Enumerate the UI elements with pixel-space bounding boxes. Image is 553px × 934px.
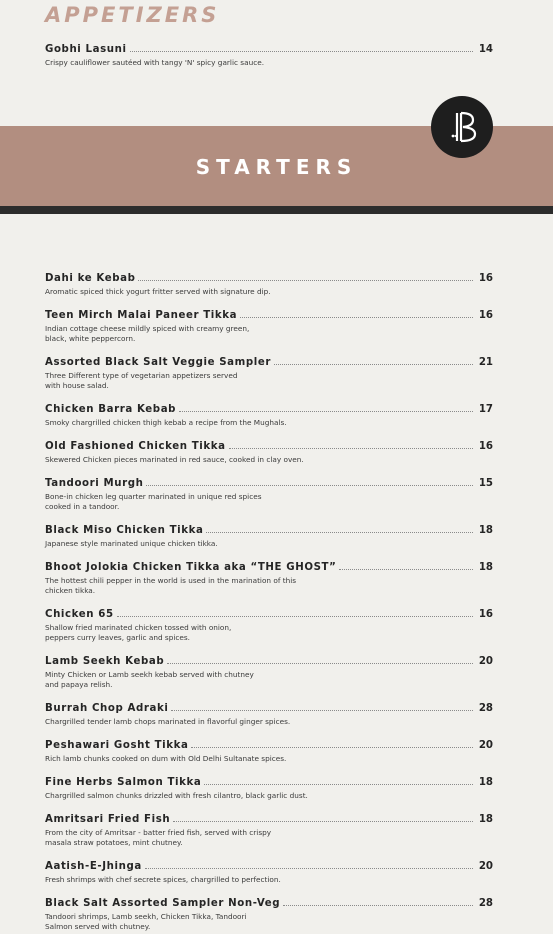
menu-item (45, 439, 493, 465)
menu-item (45, 812, 493, 848)
leader-dots (145, 859, 473, 869)
item-description: Skewered Chicken pieces marinated in red sauce, cooked in clay oven. (45, 455, 304, 464)
item-name: Fine Herbs Salmon Tikka (45, 777, 202, 788)
item-price: 21 (478, 357, 493, 368)
item-description: Three Different type of vegetarian appetizers served with house salad. (45, 371, 238, 390)
leader-dots (167, 654, 473, 664)
leader-dots (206, 523, 473, 533)
appetizers-heading: APPETIZERS (45, 3, 220, 27)
item-price: 17 (478, 404, 493, 415)
item-description: Indian cottage cheese mildly spiced with creamy green, black, white peppercorn. (45, 324, 250, 343)
item-description: Bone-in chicken leg quarter marinated in unique red spices cooked in a tandoor. (45, 492, 262, 511)
leader-dots (339, 560, 473, 570)
menu-item (45, 523, 493, 549)
leader-dots (229, 439, 473, 449)
item-price: 28 (478, 703, 493, 714)
item-description: Tandoori shrimps, Lamb seekh, Chicken Tikka, Tandoori Salmon served with chutney. (45, 912, 247, 931)
menu-item (45, 859, 493, 885)
menu-item (45, 738, 493, 764)
item-price: 20 (478, 656, 493, 667)
item-price: 16 (478, 609, 493, 620)
item-name: Black Miso Chicken Tikka (45, 525, 204, 536)
item-description: Shallow fried marinated chicken tossed with onion, peppers curry leaves, garlic and spices. (45, 623, 232, 642)
item-price: 20 (478, 740, 493, 751)
item-price: 18 (478, 562, 493, 573)
item-description: Minty Chicken or Lamb seekh kebab served with chutney and papaya relish. (45, 670, 254, 689)
menu-item (45, 271, 493, 297)
item-name: Chicken 65 (45, 609, 114, 620)
menu-item (45, 476, 493, 512)
menu-item (45, 701, 493, 727)
item-name: Black Salt Assorted Sampler Non-Veg (45, 898, 281, 909)
menu-item (45, 607, 493, 643)
item-description: From the city of Amritsar - batter fried fish, served with crispy masala straw potatoes, mint chutney. (45, 828, 272, 847)
leader-dots (191, 738, 473, 748)
item-description: The hottest chili pepper in the world is used in the marination of this chicken tikka. (45, 576, 297, 595)
item-description: Fresh shrimps with chef secrete spices, chargrilled to perfection. (45, 875, 281, 884)
item-description: Chargrilled salmon chunks drizzled with fresh cilantro, black garlic dust. (45, 791, 308, 800)
item-name: Lamb Seekh Kebab (45, 656, 165, 667)
item-description: Crispy cauliflower sautéed with tangy 'N' spicy garlic sauce. (45, 58, 265, 67)
leader-dots (130, 42, 473, 52)
item-name: Teen Mirch Malai Paneer Tikka (45, 310, 238, 321)
item-description: Smoky chargrilled chicken thigh kebab a recipe from the Mughals. (45, 418, 287, 427)
item-description: Rich lamb chunks cooked on dum with Old Delhi Sultanate spices. (45, 754, 287, 763)
leader-dots (171, 701, 473, 711)
menu-item (45, 654, 493, 690)
item-name: Dahi ke Kebab (45, 273, 136, 284)
item-price: 16 (478, 310, 493, 321)
menu-item (45, 402, 493, 428)
item-description: Japanese style marinated unique chicken tikka. (45, 539, 218, 548)
item-price: 15 (478, 478, 493, 489)
menu-item (45, 560, 493, 596)
item-description: Aromatic spiced thick yogurt fritter served with signature dip. (45, 287, 271, 296)
item-description: Chargrilled tender lamb chops marinated in flavorful ginger spices. (45, 717, 291, 726)
item-price: 16 (478, 273, 493, 284)
item-name: Burrah Chop Adraki (45, 703, 169, 714)
menu-item (45, 896, 493, 932)
item-price: 28 (478, 898, 493, 909)
starters-heading: STARTERS (195, 155, 358, 179)
item-name: Tandoori Murgh (45, 478, 144, 489)
item-name: Assorted Black Salt Veggie Sampler (45, 357, 271, 368)
item-name: Gobhi Lasuni (45, 44, 127, 55)
leader-dots (117, 607, 473, 617)
item-price: 20 (478, 861, 493, 872)
leader-dots (240, 308, 473, 318)
item-name: Amritsari Fried Fish (45, 814, 171, 825)
brand-logo-icon (431, 96, 493, 158)
item-price: 18 (478, 525, 493, 536)
menu-item (45, 42, 493, 68)
item-price: 14 (478, 44, 493, 55)
item-price: 18 (478, 777, 493, 788)
leader-dots (179, 402, 473, 412)
menu-item (45, 775, 493, 801)
menu-item (45, 355, 493, 391)
leader-dots (283, 896, 473, 906)
item-name: Aatish-E-Jhinga (45, 861, 142, 872)
leader-dots (146, 476, 473, 486)
leader-dots (204, 775, 473, 785)
banner-divider (0, 206, 553, 214)
menu-item (45, 308, 493, 344)
item-price: 18 (478, 814, 493, 825)
item-price: 16 (478, 441, 493, 452)
item-name: Old Fashioned Chicken Tikka (45, 441, 226, 452)
item-name: Chicken Barra Kebab (45, 404, 177, 415)
leader-dots (274, 355, 473, 365)
item-name: Bhoot Jolokia Chicken Tikka aka “THE GHOST” (45, 562, 337, 573)
leader-dots (138, 271, 473, 281)
leader-dots (173, 812, 473, 822)
item-name: Peshawari Gosht Tikka (45, 740, 189, 751)
